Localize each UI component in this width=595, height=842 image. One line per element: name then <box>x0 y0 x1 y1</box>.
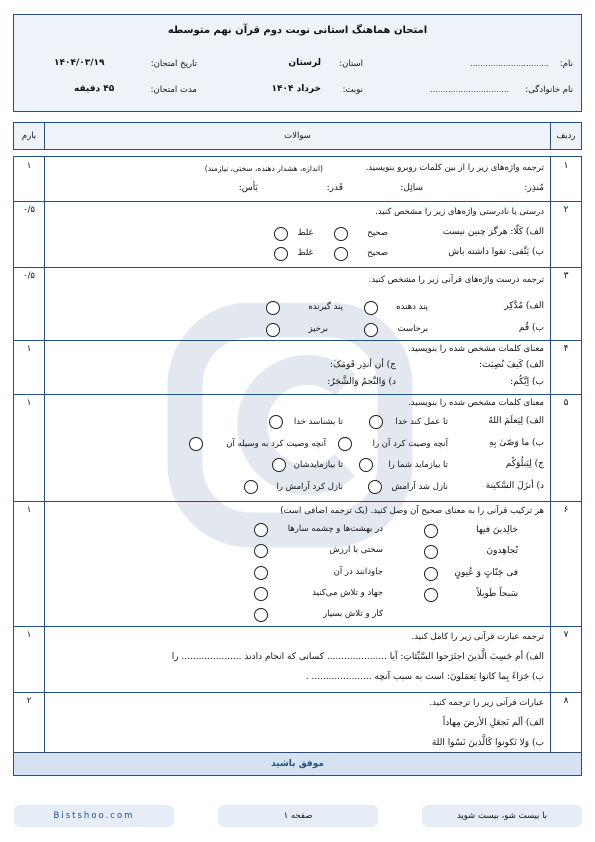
option-radio[interactable] <box>369 415 383 429</box>
item-text: د) أنزَلَ السَّکینة <box>485 481 544 491</box>
option-radio[interactable] <box>266 323 280 337</box>
option-label: پند گیرنده <box>308 302 343 312</box>
question-3 <box>14 267 581 341</box>
option-radio[interactable] <box>364 301 378 315</box>
match-left-item: خالِدینَ فیها <box>476 525 518 535</box>
word-item: مُنذِر: <box>524 183 544 193</box>
item-text: ب) وَلا تَکونوا کَالَّذینَ نَسُوا اللهَ <box>431 738 544 748</box>
option-label: آنچه وصیت کرد آن را <box>372 439 448 449</box>
duration-value: ۴۵ دقیقه <box>74 84 115 94</box>
option-label: نازل کرد آرامش را <box>276 482 343 492</box>
question-prompt: ترجمه عبارت قرآنی زیر را کامل کنید. <box>411 632 544 642</box>
match-left-dot[interactable] <box>424 524 438 538</box>
question-score: ۱ <box>26 630 32 640</box>
match-right-item: جاودانند در آن <box>333 567 383 577</box>
duration-label: مدت امتحان: <box>150 85 197 95</box>
item-text: د) وَالنَّجمُ وَالشَّجَرُ: <box>327 377 396 387</box>
item-text: الف) أم حَسِبَ الَّذینَ اجتَرَحوا السَّیِّئاتِ: آیا ..................... کسانی که انجام دادند ..................... را <box>171 652 544 662</box>
option-radio[interactable] <box>272 458 286 472</box>
option-label: آنچه وصیت کرد به وسیله آن <box>226 439 326 449</box>
page-number: صفحه ۱ <box>218 805 378 827</box>
exam-title: امتحان هماهنگ استانی نوبت دوم قرآن نهم متوسطه <box>167 25 428 36</box>
match-right-dot[interactable] <box>254 587 268 601</box>
question-number: ۳ <box>563 271 569 281</box>
option-label: صحیح <box>367 248 388 258</box>
option-label: تا بیازماید شما را <box>388 460 448 470</box>
option-label: تا عمل کند خدا <box>395 417 448 427</box>
match-right-dot[interactable] <box>254 544 268 558</box>
item-text: الف) ألَم نَجعَلِ الأرضَ مِهاداً <box>442 718 544 728</box>
question-score: ۱ <box>26 398 32 408</box>
match-right-item: در بهشت‌ها و چشمه سارها <box>287 524 383 534</box>
site-link[interactable]: Bistshoo.com <box>14 805 174 827</box>
item-text: ب) قُم <box>518 323 544 333</box>
option-label: برخاست <box>397 324 428 334</box>
match-left-dot[interactable] <box>424 545 438 559</box>
question-score: ۱ <box>26 161 32 171</box>
question-prompt: هر ترکیب قرآنی را به معنای صحیح آن وصل کنید. (یک ترجمه اضافی است) <box>280 506 544 516</box>
option-label: پند دهنده <box>396 302 428 312</box>
item-text: الف) لِیَعلَمَ اللهُ <box>488 416 544 426</box>
question-number: ۲ <box>563 205 569 215</box>
question-prompt: معنای کلمات مشخص شده را بنویسید. <box>408 344 544 354</box>
option-radio[interactable] <box>368 480 382 494</box>
column-header <box>13 122 582 150</box>
question-prompt: درستی یا نادرستی واژه‌های زیر را مشخص کنید. <box>375 207 544 217</box>
question-number: ۴ <box>563 344 569 354</box>
exam-date-value: ۱۴۰۴/۰۳/۱۹ <box>54 58 105 68</box>
name-label: نام: <box>559 59 573 69</box>
option-radio[interactable] <box>359 458 373 472</box>
question-number: ۷ <box>563 630 569 640</box>
match-right-item: جهاد و تلاش می‌کنید <box>312 588 383 598</box>
word-item: قَدر: <box>326 183 343 193</box>
question-prompt: ترجمه واژه‌های زیر را از بین کلمات روبرو بنویسید. <box>365 163 544 173</box>
option-label: نازل شد آرامش <box>391 482 448 492</box>
question-6 <box>14 501 581 627</box>
item-text: ج) لِیَبلُوَکُم <box>505 459 544 469</box>
closing-band: موفق باشید <box>13 752 582 776</box>
option-radio[interactable] <box>266 301 280 315</box>
question-score: ۰/۵ <box>23 271 35 281</box>
word-item: بَأس: <box>238 183 258 193</box>
match-right-item: سختی با ارزش <box>329 545 383 555</box>
question-number: ۸ <box>563 696 569 706</box>
province-value: لرستان <box>288 58 321 68</box>
province-label: استان: <box>339 59 363 69</box>
match-right-item: کار و تلاش بسیار <box>323 609 383 619</box>
option-label: غلط <box>297 248 313 258</box>
question-2 <box>14 201 581 268</box>
family-field[interactable]: ............................... <box>430 85 509 94</box>
col-questions: سوالات <box>284 131 311 141</box>
option-radio[interactable] <box>274 247 288 261</box>
col-score: بارم <box>21 131 37 141</box>
option-radio[interactable] <box>364 323 378 337</box>
turn-value: خرداد ۱۴۰۴ <box>271 84 321 94</box>
match-left-item: تُجاهِدونَ <box>486 546 518 556</box>
option-label: برخیز <box>308 324 328 334</box>
exam-date-label: تاریخ امتحان: <box>150 59 197 69</box>
option-radio[interactable] <box>244 480 258 494</box>
word-item: سائِل: <box>400 183 423 193</box>
option-radio[interactable] <box>334 227 348 241</box>
name-field[interactable]: ............................... <box>470 59 549 68</box>
question-4 <box>14 340 581 395</box>
question-score: ۲ <box>26 696 32 706</box>
match-left-dot[interactable] <box>424 588 438 602</box>
col-row: ردیف <box>556 131 576 141</box>
item-text: ب) ما وَصّیٰ بِهِ <box>489 438 544 448</box>
option-radio[interactable] <box>269 415 283 429</box>
option-label: تا بشناسد خدا <box>293 417 343 427</box>
turn-label: نوبت: <box>342 85 363 95</box>
questions-table <box>13 156 582 760</box>
question-number: ۶ <box>563 505 569 515</box>
option-radio[interactable] <box>189 437 203 451</box>
question-number: ۵ <box>563 398 569 408</box>
question-8 <box>14 692 581 758</box>
match-left-item: فی جَنّاتٍ وَ عُیونٍ <box>454 568 518 578</box>
question-prompt: عبارات قرآنی زیر را ترجمه کنید. <box>429 698 544 708</box>
item-text: الف) کَیفَ نُصِبَت: <box>478 360 544 370</box>
match-right-dot[interactable] <box>254 523 268 537</box>
question-5 <box>14 394 581 502</box>
option-radio[interactable] <box>334 247 348 261</box>
item-text: ب) جَزاءً بِما کانوا یَعمَلونَ: است به سبب آنچه ..................... . <box>305 672 544 682</box>
question-score: ۱ <box>26 344 32 354</box>
family-label: نام خانوادگی: <box>525 85 573 95</box>
match-right-dot[interactable] <box>254 608 268 622</box>
option-label: صحیح <box>367 228 388 238</box>
question-1 <box>14 157 581 202</box>
match-left-dot[interactable] <box>424 567 438 581</box>
question-number: ۱ <box>563 161 569 171</box>
item-text: الف) کَلّا: هرگز چنین نیست <box>442 227 544 237</box>
question-prompt: معنای کلمات مشخص شده را بنویسید. <box>408 398 544 408</box>
question-score: ۱ <box>26 505 32 515</box>
slogan: با بیست شو، بیست شوید <box>422 805 582 827</box>
match-left-item: سَبحاً طَویلاً <box>476 589 518 599</box>
option-radio[interactable] <box>274 227 288 241</box>
item-text: الف) مُدَّکِر <box>504 301 544 311</box>
word-bank: (اندازه، هشدار دهنده، سختی، نیازمند) <box>204 164 323 173</box>
item-text: ب) یَتَّقی: تقوا داشته باش <box>448 247 544 257</box>
option-label: غلط <box>297 228 313 238</box>
option-label: تا بیازمایدشان <box>293 460 343 470</box>
item-text: ج) أن أنذِر قَومَکَ: <box>330 360 396 370</box>
question-score: ۰/۵ <box>23 205 35 215</box>
question-7 <box>14 626 581 693</box>
exam-header <box>13 14 582 112</box>
match-right-dot[interactable] <box>254 566 268 580</box>
option-radio[interactable] <box>338 437 352 451</box>
question-prompt: ترجمه درست واژه‌های قرآنی زیر را مشخص کنید. <box>368 275 544 285</box>
item-text: ب) اِیَّکُم: <box>510 377 544 387</box>
